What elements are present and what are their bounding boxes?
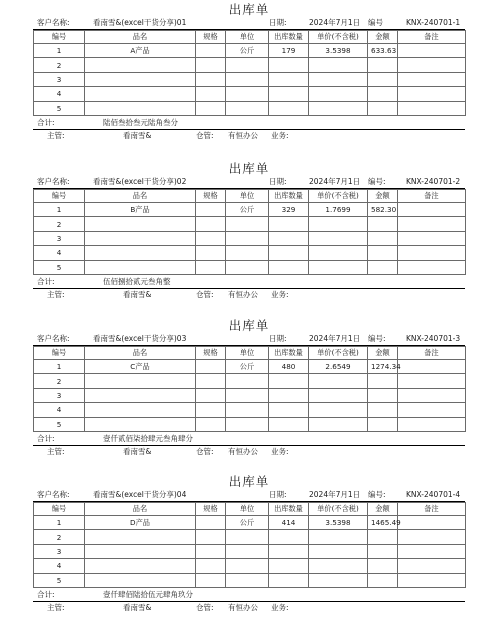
table-row [34, 101, 466, 115]
cell-price [309, 530, 368, 544]
cell-qty [269, 72, 309, 86]
table-row [34, 403, 466, 417]
cell-product [85, 246, 196, 260]
table-header-row [34, 503, 466, 516]
warehouse-label: 仓管: [196, 289, 214, 299]
column-header-product: 品名 [85, 503, 196, 516]
cell-unit [226, 72, 269, 86]
cell-qty: 329 [269, 203, 309, 217]
items-table [33, 189, 466, 275]
cell-remark [398, 573, 466, 587]
cell-no: 2 [34, 217, 85, 231]
cell-qty [269, 573, 309, 587]
form-title: 出库单 [228, 2, 270, 17]
cell-remark [398, 217, 466, 231]
cell-unit [226, 374, 269, 388]
cell-amount [368, 388, 398, 402]
cell-spec [196, 203, 226, 217]
cell-price [309, 573, 368, 587]
cell-remark [398, 360, 466, 374]
total-label: 合计: [37, 276, 55, 286]
cell-unit [226, 544, 269, 558]
column-header-price: 单价(不含税) [309, 31, 368, 44]
supervisor-label: 主管: [47, 130, 65, 140]
sales-label: 业务: [271, 289, 289, 299]
customer-label: 客户名称: [37, 490, 70, 499]
form-title: 出库单 [228, 474, 270, 489]
total-row [33, 588, 465, 602]
cell-unit: 公斤 [226, 516, 269, 530]
date-value: 2024年7月1日 [309, 334, 361, 343]
cell-product [85, 101, 196, 115]
cell-amount [368, 246, 398, 260]
date-label: 日期: [269, 177, 287, 186]
table-row [34, 44, 466, 58]
supervisor-value: 看南雪& [123, 446, 152, 456]
total-amount-in-words: 壹仟肆佰陆拾伍元肆角玖分 [103, 589, 193, 599]
cell-product [85, 559, 196, 573]
column-header-spec: 规格 [196, 347, 226, 360]
cell-spec [196, 544, 226, 558]
cell-product: C产品 [85, 360, 196, 374]
total-label: 合计: [37, 117, 55, 127]
column-header-amount: 金额 [368, 190, 398, 203]
cell-no: 5 [34, 260, 85, 274]
cell-amount [368, 573, 398, 587]
cell-no: 4 [34, 403, 85, 417]
cell-amount [368, 101, 398, 115]
delivery-note [33, 318, 465, 458]
header-info-row [33, 333, 465, 346]
supervisor-label: 主管: [47, 602, 65, 612]
cell-amount [368, 417, 398, 431]
table-header-row [34, 190, 466, 203]
cell-price [309, 544, 368, 558]
cell-qty [269, 403, 309, 417]
table-row [34, 530, 466, 544]
customer-value: 看南雪&(excel干货分享)04 [93, 490, 187, 499]
number-label: 编号: [368, 490, 386, 499]
sales-label: 业务: [271, 446, 289, 456]
cell-qty [269, 559, 309, 573]
table-row [34, 516, 466, 530]
cell-product: D产品 [85, 516, 196, 530]
table-row [34, 87, 466, 101]
cell-no: 3 [34, 388, 85, 402]
number-label: 编号: [368, 334, 386, 343]
column-header-amount: 金额 [368, 347, 398, 360]
cell-unit [226, 101, 269, 115]
number-value: KNX-240701-2 [406, 177, 461, 186]
cell-qty [269, 231, 309, 245]
cell-spec [196, 44, 226, 58]
cell-amount [368, 217, 398, 231]
customer-value: 看南雪&(excel干货分享)01 [93, 18, 187, 27]
column-header-qty: 出库数量 [269, 503, 309, 516]
cell-spec [196, 217, 226, 231]
cell-price [309, 72, 368, 86]
cell-remark [398, 516, 466, 530]
cell-no: 2 [34, 58, 85, 72]
cell-unit [226, 559, 269, 573]
cell-spec [196, 72, 226, 86]
cell-price: 1.7699 [309, 203, 368, 217]
customer-label: 客户名称: [37, 334, 70, 343]
column-header-amount: 金额 [368, 31, 398, 44]
cell-amount [368, 403, 398, 417]
cell-unit [226, 217, 269, 231]
supervisor-value: 看南雪& [123, 602, 152, 612]
cell-qty [269, 530, 309, 544]
number-value: KNX-240701-3 [406, 334, 461, 343]
date-value: 2024年7月1日 [309, 490, 361, 499]
cell-product [85, 417, 196, 431]
cell-amount [368, 58, 398, 72]
delivery-note [33, 2, 465, 142]
cell-price: 3.5398 [309, 44, 368, 58]
column-header-no: 编号 [34, 31, 85, 44]
column-header-qty: 出库数量 [269, 31, 309, 44]
cell-unit [226, 58, 269, 72]
column-header-price: 单价(不含税) [309, 347, 368, 360]
table-row [34, 417, 466, 431]
header-info-row [33, 176, 465, 189]
cell-product: B产品 [85, 203, 196, 217]
cell-price [309, 58, 368, 72]
cell-amount [368, 559, 398, 573]
number-value: KNX-240701-4 [406, 490, 461, 499]
cell-no: 1 [34, 360, 85, 374]
cell-spec [196, 231, 226, 245]
cell-qty [269, 544, 309, 558]
cell-no: 1 [34, 203, 85, 217]
warehouse-value: 有恒办公 [228, 602, 258, 612]
warehouse-label: 仓管: [196, 446, 214, 456]
column-header-unit: 单位 [226, 347, 269, 360]
table-body [34, 360, 466, 432]
cell-product [85, 573, 196, 587]
table-row [34, 360, 466, 374]
cell-no: 1 [34, 44, 85, 58]
cell-no: 2 [34, 374, 85, 388]
date-value: 2024年7月1日 [309, 18, 361, 27]
cell-amount [368, 260, 398, 274]
total-row [33, 432, 465, 446]
cell-price [309, 403, 368, 417]
date-label: 日期: [269, 490, 287, 499]
cell-price [309, 101, 368, 115]
column-header-unit: 单位 [226, 190, 269, 203]
cell-remark [398, 260, 466, 274]
cell-product [85, 217, 196, 231]
table-row [34, 58, 466, 72]
cell-unit [226, 231, 269, 245]
cell-price [309, 246, 368, 260]
column-header-qty: 出库数量 [269, 190, 309, 203]
column-header-qty: 出库数量 [269, 347, 309, 360]
total-label: 合计: [37, 589, 55, 599]
column-header-spec: 规格 [196, 31, 226, 44]
customer-value: 看南雪&(excel干货分享)02 [93, 177, 187, 186]
cell-qty [269, 246, 309, 260]
cell-no: 5 [34, 101, 85, 115]
cell-remark [398, 44, 466, 58]
cell-no: 5 [34, 573, 85, 587]
column-header-remark: 备注 [398, 347, 466, 360]
column-header-remark: 备注 [398, 503, 466, 516]
column-header-product: 品名 [85, 31, 196, 44]
customer-value: 看南雪&(excel干货分享)03 [93, 334, 187, 343]
cell-remark [398, 388, 466, 402]
cell-unit: 公斤 [226, 44, 269, 58]
table-row [34, 559, 466, 573]
cell-no: 3 [34, 231, 85, 245]
cell-spec [196, 87, 226, 101]
table-row [34, 544, 466, 558]
number-label: 编号 [368, 18, 383, 27]
supervisor-value: 看南雪& [123, 289, 152, 299]
form-title: 出库单 [228, 161, 270, 176]
cell-remark [398, 246, 466, 260]
delivery-note [33, 474, 465, 614]
cell-spec [196, 260, 226, 274]
warehouse-label: 仓管: [196, 130, 214, 140]
cell-unit [226, 530, 269, 544]
cell-qty [269, 374, 309, 388]
cell-product [85, 374, 196, 388]
cell-no: 3 [34, 72, 85, 86]
cell-remark [398, 58, 466, 72]
table-row [34, 246, 466, 260]
cell-no: 2 [34, 530, 85, 544]
cell-no: 4 [34, 87, 85, 101]
cell-qty [269, 388, 309, 402]
cell-spec [196, 516, 226, 530]
table-row [34, 203, 466, 217]
cell-remark [398, 374, 466, 388]
cell-remark [398, 72, 466, 86]
column-header-unit: 单位 [226, 31, 269, 44]
column-header-unit: 单位 [226, 503, 269, 516]
cell-no: 4 [34, 559, 85, 573]
table-row [34, 388, 466, 402]
table-header-row [34, 31, 466, 44]
column-header-spec: 规格 [196, 190, 226, 203]
cell-product [85, 231, 196, 245]
cell-amount: 582.30 [368, 203, 398, 217]
cell-unit [226, 87, 269, 101]
number-label: 编号: [368, 177, 386, 186]
total-row [33, 275, 465, 289]
cell-spec [196, 388, 226, 402]
table-row [34, 374, 466, 388]
warehouse-label: 仓管: [196, 602, 214, 612]
cell-qty [269, 217, 309, 231]
cell-remark [398, 101, 466, 115]
cell-spec [196, 530, 226, 544]
cell-price [309, 417, 368, 431]
cell-price [309, 559, 368, 573]
cell-product [85, 72, 196, 86]
cell-remark [398, 203, 466, 217]
table-row [34, 573, 466, 587]
supervisor-label: 主管: [47, 446, 65, 456]
cell-qty [269, 58, 309, 72]
cell-qty [269, 101, 309, 115]
cell-unit [226, 260, 269, 274]
cell-price [309, 87, 368, 101]
cell-amount: 1465.49 [368, 516, 398, 530]
table-row [34, 231, 466, 245]
cell-price: 2.6549 [309, 360, 368, 374]
cell-no: 4 [34, 246, 85, 260]
column-header-product: 品名 [85, 347, 196, 360]
customer-label: 客户名称: [37, 177, 70, 186]
cell-amount [368, 87, 398, 101]
cell-product [85, 87, 196, 101]
column-header-spec: 规格 [196, 503, 226, 516]
cell-unit [226, 573, 269, 587]
column-header-no: 编号 [34, 503, 85, 516]
cell-no: 5 [34, 417, 85, 431]
cell-unit [226, 403, 269, 417]
cell-remark [398, 417, 466, 431]
cell-unit: 公斤 [226, 203, 269, 217]
cell-amount: 633.63 [368, 44, 398, 58]
warehouse-value: 有恒办公 [228, 289, 258, 299]
warehouse-value: 有恒办公 [228, 130, 258, 140]
table-body [34, 44, 466, 116]
sales-label: 业务: [271, 130, 289, 140]
cell-qty [269, 87, 309, 101]
cell-product [85, 58, 196, 72]
total-amount-in-words: 陆佰叁拾叁元陆角叁分 [103, 117, 178, 127]
cell-unit [226, 246, 269, 260]
cell-spec [196, 58, 226, 72]
supervisor-label: 主管: [47, 289, 65, 299]
cell-product [85, 544, 196, 558]
cell-spec [196, 101, 226, 115]
cell-price [309, 260, 368, 274]
cell-amount [368, 374, 398, 388]
cell-product: A产品 [85, 44, 196, 58]
cell-price: 3.5398 [309, 516, 368, 530]
table-row [34, 260, 466, 274]
cell-remark [398, 87, 466, 101]
cell-spec [196, 573, 226, 587]
warehouse-value: 有恒办公 [228, 446, 258, 456]
number-value: KNX-240701-1 [406, 18, 461, 27]
cell-unit [226, 417, 269, 431]
table-row [34, 217, 466, 231]
cell-amount [368, 72, 398, 86]
header-info-row [33, 17, 465, 30]
cell-price [309, 217, 368, 231]
cell-spec [196, 417, 226, 431]
cell-spec [196, 246, 226, 260]
cell-remark [398, 544, 466, 558]
table-body [34, 203, 466, 275]
cell-qty: 480 [269, 360, 309, 374]
cell-remark [398, 530, 466, 544]
items-table [33, 30, 466, 116]
table-header-row [34, 347, 466, 360]
cell-remark [398, 403, 466, 417]
date-label: 日期: [269, 18, 287, 27]
column-header-remark: 备注 [398, 31, 466, 44]
signature-row [33, 130, 465, 142]
column-header-product: 品名 [85, 190, 196, 203]
cell-no: 1 [34, 516, 85, 530]
column-header-price: 单价(不含税) [309, 190, 368, 203]
cell-qty: 414 [269, 516, 309, 530]
cell-product [85, 388, 196, 402]
column-header-no: 编号 [34, 347, 85, 360]
total-label: 合计: [37, 433, 55, 443]
total-row [33, 116, 465, 130]
total-amount-in-words: 伍佰捌拾贰元叁角整 [103, 276, 171, 286]
cell-spec [196, 374, 226, 388]
cell-amount [368, 544, 398, 558]
delivery-note [33, 161, 465, 301]
header-info-row [33, 489, 465, 502]
cell-amount: 1274.34 [368, 360, 398, 374]
cell-unit [226, 388, 269, 402]
signature-row [33, 289, 465, 301]
cell-amount [368, 530, 398, 544]
supervisor-value: 看南雪& [123, 130, 152, 140]
cell-remark [398, 231, 466, 245]
date-label: 日期: [269, 334, 287, 343]
column-header-amount: 金额 [368, 503, 398, 516]
signature-row [33, 602, 465, 614]
date-value: 2024年7月1日 [309, 177, 361, 186]
table-body [34, 516, 466, 588]
column-header-remark: 备注 [398, 190, 466, 203]
signature-row [33, 446, 465, 458]
cell-spec [196, 360, 226, 374]
cell-product [85, 260, 196, 274]
items-table [33, 502, 466, 588]
customer-label: 客户名称: [37, 18, 70, 27]
cell-product [85, 403, 196, 417]
cell-remark [398, 559, 466, 573]
total-amount-in-words: 壹仟贰佰柒拾肆元叁角肆分 [103, 433, 193, 443]
cell-qty [269, 260, 309, 274]
table-row [34, 72, 466, 86]
sales-label: 业务: [271, 602, 289, 612]
cell-price [309, 374, 368, 388]
cell-spec [196, 559, 226, 573]
cell-price [309, 231, 368, 245]
cell-product [85, 530, 196, 544]
cell-no: 3 [34, 544, 85, 558]
column-header-price: 单价(不含税) [309, 503, 368, 516]
form-title: 出库单 [228, 318, 270, 333]
cell-price [309, 388, 368, 402]
column-header-no: 编号 [34, 190, 85, 203]
items-table [33, 346, 466, 432]
cell-qty [269, 417, 309, 431]
cell-qty: 179 [269, 44, 309, 58]
cell-unit: 公斤 [226, 360, 269, 374]
cell-spec [196, 403, 226, 417]
cell-amount [368, 231, 398, 245]
